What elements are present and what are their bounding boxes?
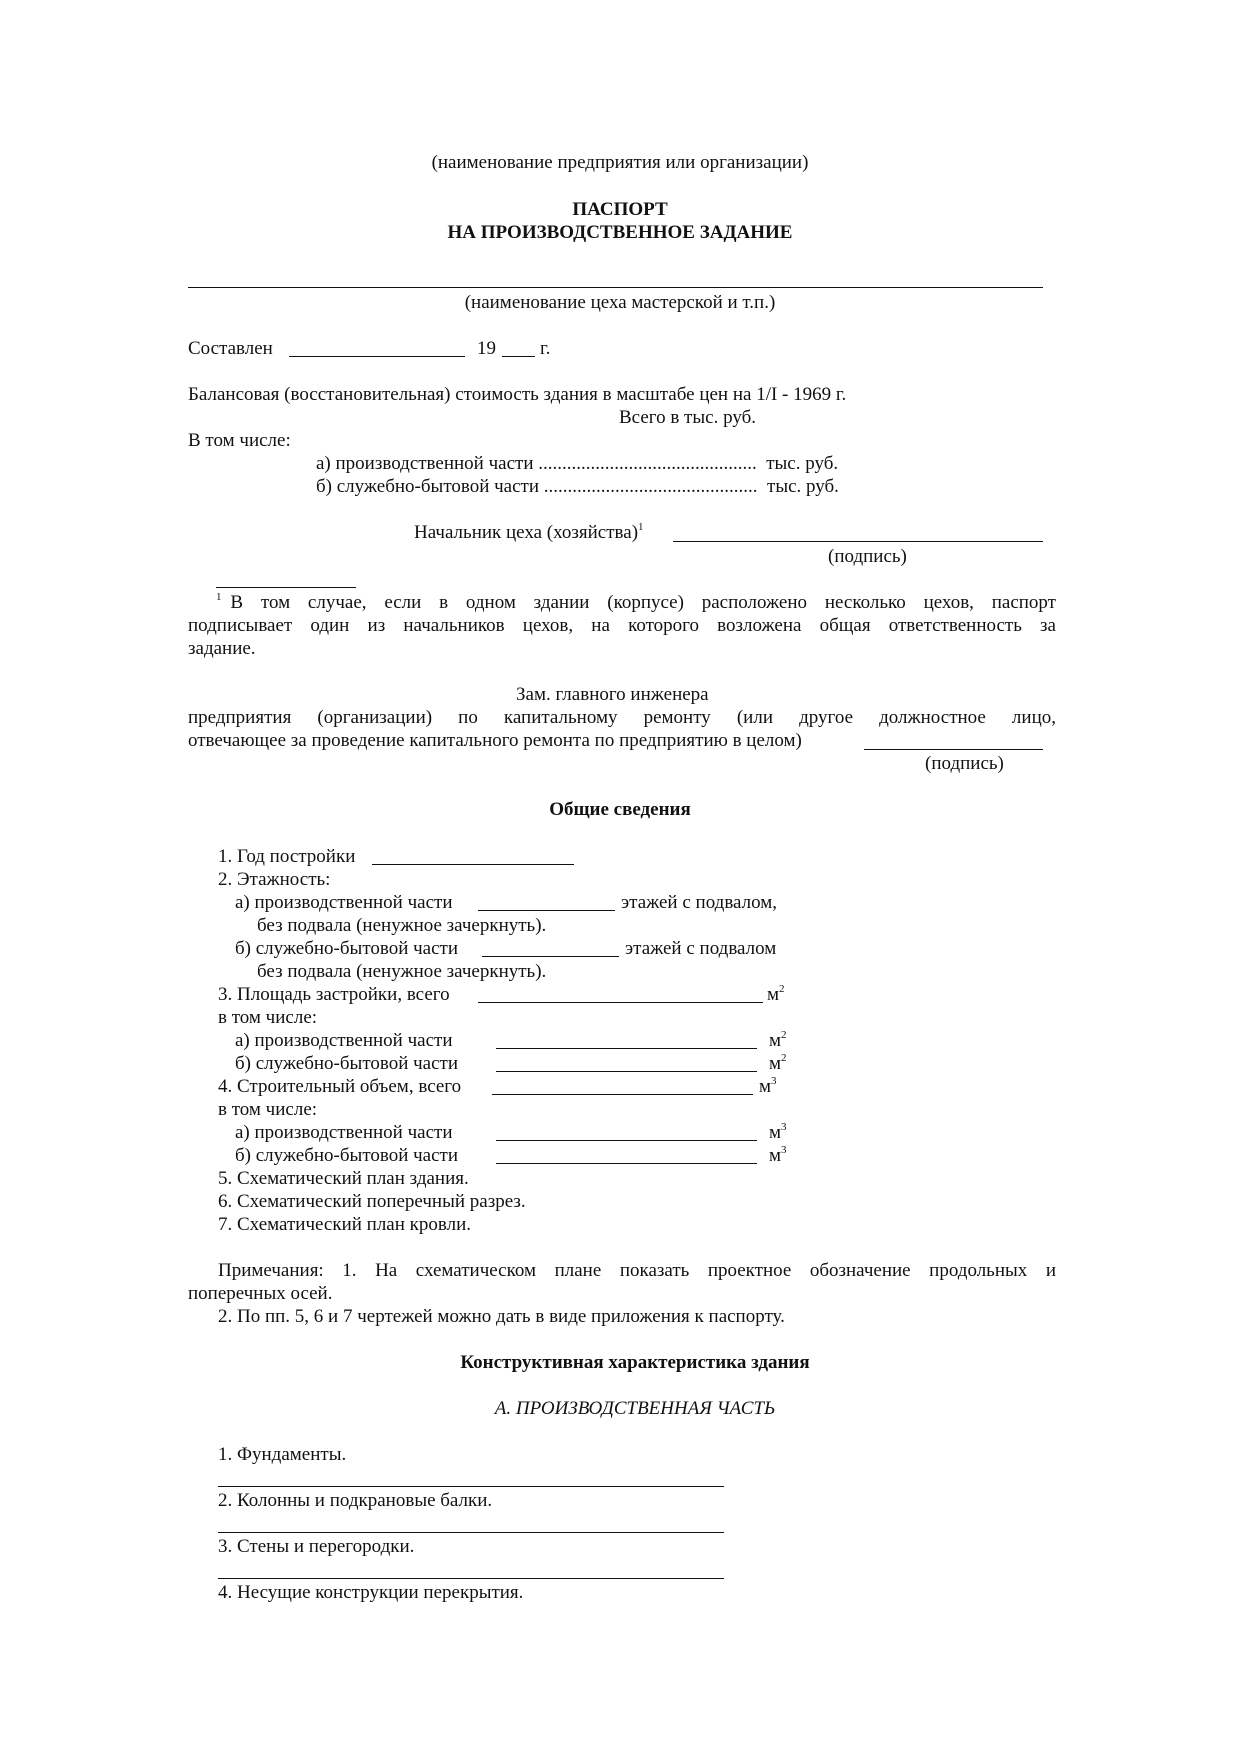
roof-item: 7. Схематический план кровли. <box>218 1214 472 1235</box>
notes-line3: 2. По пп. 5, 6 и 7 чертежей можно дать в виде приложения к паспорту. <box>218 1306 785 1327</box>
compiled-year-suffix: г. <box>540 338 551 359</box>
notes-line2: поперечных осей. <box>188 1283 333 1304</box>
floors-label: 2. Этажность: <box>218 869 331 890</box>
floors-b-tail: этажей с подвалом <box>625 938 777 959</box>
deputy-line1: предприятия (организации) по капитальному ремонту (или другое должностное лицо, <box>188 707 1056 728</box>
balance-including: В том числе: <box>188 430 291 451</box>
compiled-date-line <box>289 356 465 357</box>
volume-unit: $м^3$ <box>759 1075 777 1097</box>
area-label: 3. Площадь застройки, всего <box>218 984 450 1005</box>
floors-a-label: а) производственной части <box>235 892 453 913</box>
volume-a-line <box>496 1140 757 1141</box>
head-of-shop-label: Начальник цеха (хозяйства)$^1$ <box>414 521 644 543</box>
doc-title-line2: НА ПРОИЗВОДСТВЕННОЕ ЗАДАНИЕ <box>447 222 793 243</box>
volume-b-line <box>496 1163 757 1164</box>
area-a-unit: $м^2$ <box>769 1029 787 1051</box>
deputy-signature-caption: (подпись) <box>925 753 1004 774</box>
area-a-line <box>496 1048 757 1049</box>
balance-item-a: а) производственной части .............................................. тыс. руб. <box>316 453 839 474</box>
construct-item-3-line <box>218 1578 724 1579</box>
construct-subheading: А. ПРОИЗВОДСТВЕННАЯ ЧАСТЬ <box>494 1398 776 1419</box>
section-item: 6. Схематический поперечный разрез. <box>218 1191 526 1212</box>
head-signature-caption: (подпись) <box>828 546 907 567</box>
footnote-line1: $^1$ В том случае, если в одном здании (корпусе) расположено несколько цехов, паспорт <box>216 591 1056 613</box>
head-signature-line <box>673 541 1043 542</box>
floors-b-note: без подвала (ненужное зачеркнуть). <box>257 961 547 982</box>
general-heading: Общие сведения <box>549 799 691 820</box>
construct-item-4: 4. Несущие конструкции перекрытия. <box>218 1582 524 1603</box>
deputy-line2: отвечающее за проведение капитального ремонта по предприятию в целом) <box>188 730 802 751</box>
footnote-mark: 1 <box>216 591 222 603</box>
compiled-label: Составлен <box>188 338 273 359</box>
plan-item: 5. Схематический план здания. <box>218 1168 469 1189</box>
deputy-title: Зам. главного инженера <box>516 684 709 705</box>
floors-b-line <box>482 956 619 957</box>
construct-heading: Конструктивная характеристика здания <box>460 1352 810 1373</box>
area-unit: $м^2$ <box>767 983 785 1005</box>
shop-name-line <box>188 287 1043 288</box>
footnote-line2: подписывает один из начальников цехов, на которого возложена общая ответственность за <box>188 615 1056 636</box>
construct-item-1: 1. Фундаменты. <box>218 1444 347 1465</box>
footnote-ref: 1 <box>638 521 644 533</box>
notes-line1: Примечания: 1. На схематическом плане показать проектное обозначение продольных и <box>218 1260 1056 1281</box>
floors-b-label: б) служебно-бытовой части <box>235 938 459 959</box>
floors-a-note: без подвала (ненужное зачеркнуть). <box>257 915 547 936</box>
deputy-signature-line <box>864 749 1043 750</box>
volume-label: 4. Строительный объем, всего <box>218 1076 462 1097</box>
doc-title-line1: ПАСПОРТ <box>572 199 668 220</box>
area-b-label: б) служебно-бытовой части <box>235 1053 459 1074</box>
area-line <box>478 1002 763 1003</box>
year-built-label: 1. Год постройки <box>218 846 356 867</box>
construct-item-2: 2. Колонны и подкрановые балки. <box>218 1490 493 1511</box>
construct-item-3: 3. Стены и перегородки. <box>218 1536 415 1557</box>
construct-item-1-line <box>218 1486 724 1487</box>
area-a-label: а) производственной части <box>235 1030 453 1051</box>
volume-a-unit: $м^3$ <box>769 1121 787 1143</box>
volume-line <box>492 1094 753 1095</box>
compiled-year-prefix: 19 <box>477 338 496 359</box>
balance-total: Всего в тыс. руб. <box>619 407 756 428</box>
area-b-line <box>496 1071 757 1072</box>
area-including: в том числе: <box>218 1007 318 1028</box>
volume-including: в том числе: <box>218 1099 318 1120</box>
volume-a-label: а) производственной части <box>235 1122 453 1143</box>
footnote-separator <box>216 587 356 588</box>
floors-a-tail: этажей с подвалом, <box>621 892 778 913</box>
volume-b-label: б) служебно-бытовой части <box>235 1145 459 1166</box>
balance-line: Балансовая (восстановительная) стоимость здания в масштабе цен на 1/I - 1969 г. <box>188 384 847 405</box>
year-built-line <box>372 864 574 865</box>
balance-item-b: б) служебно-бытовой части ............................................. тыс. руб. <box>316 476 839 497</box>
construct-item-2-line <box>218 1532 724 1533</box>
compiled-year-line <box>502 356 535 357</box>
area-b-unit: $м^2$ <box>769 1052 787 1074</box>
footnote-line3: задание. <box>188 638 256 659</box>
volume-b-unit: $м^3$ <box>769 1144 787 1166</box>
floors-a-line <box>478 910 615 911</box>
org-caption: (наименование предприятия или организации) <box>431 152 809 173</box>
shop-caption: (наименование цеха мастерской и т.п.) <box>464 292 776 313</box>
